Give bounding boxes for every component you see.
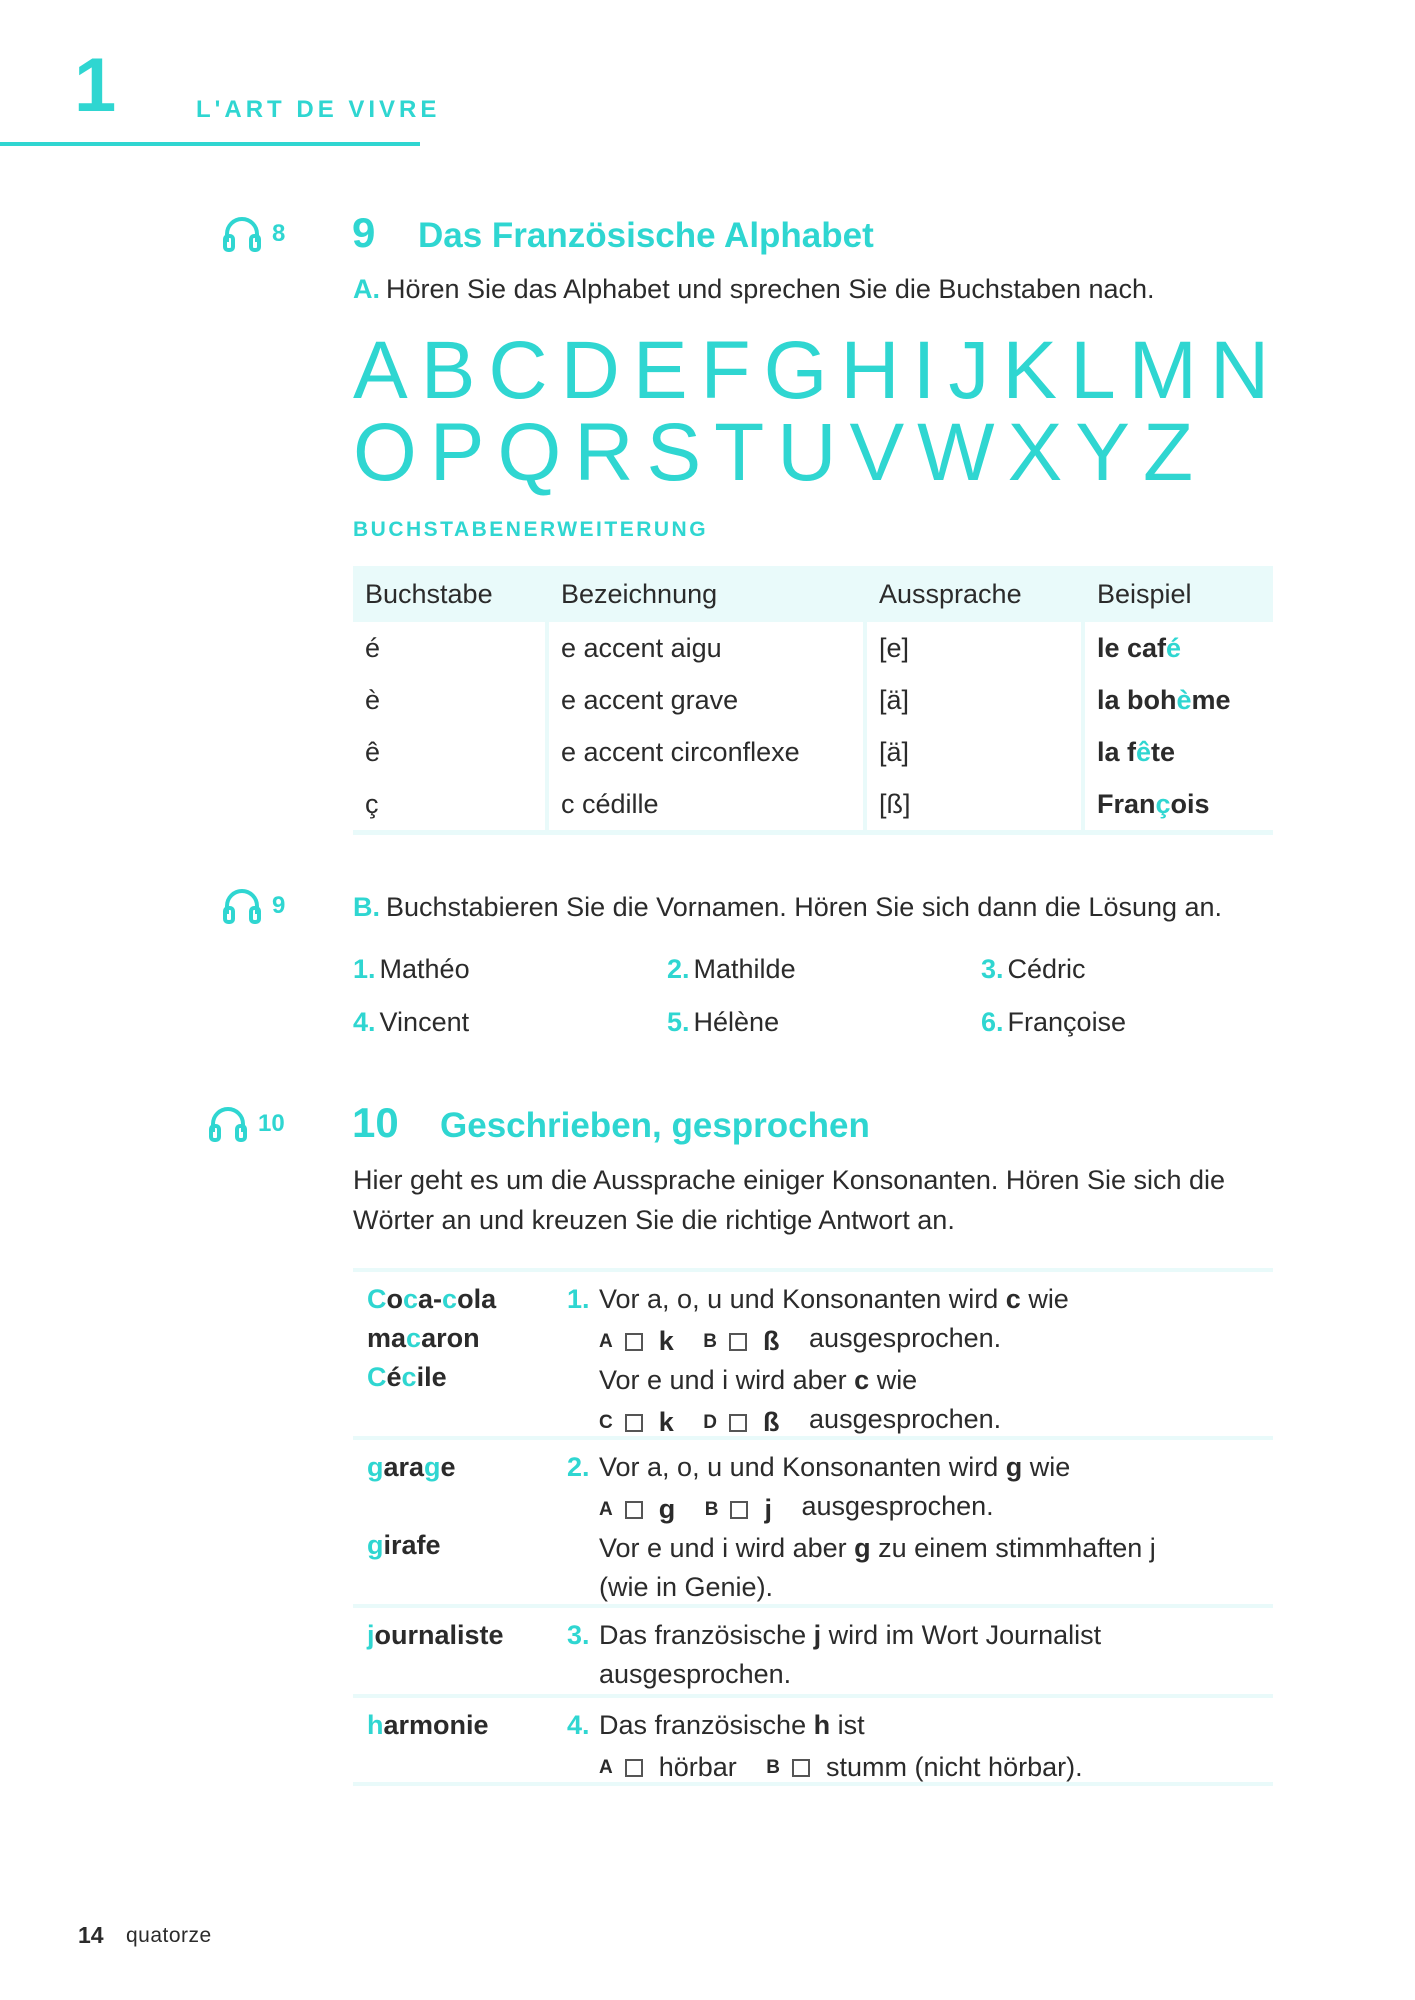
question-line: ausgesprochen. xyxy=(599,1659,792,1689)
word-journaliste: journaliste xyxy=(367,1620,504,1650)
list-item: 1. Mathéo xyxy=(353,954,470,984)
example-cell: la bohème xyxy=(1083,674,1273,726)
question-number: 3. xyxy=(567,1620,590,1650)
question-number: 1. xyxy=(567,1284,590,1314)
name-cell: e accent aigu xyxy=(547,622,865,674)
word-garage: garage xyxy=(367,1452,456,1482)
consonant-row-j xyxy=(353,1604,1273,1694)
alphabet-row-2: OPQRSTUVWXYZ xyxy=(353,407,1207,498)
question-line: Vor e und i wird aber g zu einem stimmhaften j xyxy=(599,1533,1156,1563)
pronunciation-cell: [e] xyxy=(865,622,1083,674)
alphabet-row-1: ABCDEFGHIJKLMN xyxy=(353,325,1283,416)
table-row xyxy=(353,674,1273,726)
answer-options: A k B ß ausgesprochen. xyxy=(599,1319,1069,1361)
question-line: Das französische h ist xyxy=(599,1710,865,1740)
example-cell: le café xyxy=(1083,622,1273,674)
question-line: Vor a, o, u und Konsonanten wird g wie xyxy=(599,1452,1071,1482)
list-item: 4. Vincent xyxy=(353,1007,470,1037)
audio-track-number: 9 xyxy=(272,892,286,919)
exercise-number: 10 xyxy=(352,1099,399,1146)
instruction-label: A. xyxy=(353,274,380,304)
table-row xyxy=(353,622,1273,674)
word-harmonie: harmonie xyxy=(367,1710,489,1740)
checkbox[interactable] xyxy=(729,1333,747,1351)
option-d[interactable]: D ß xyxy=(703,1407,780,1437)
table-header-row xyxy=(353,566,1273,622)
word-macaron: macaron xyxy=(367,1323,480,1353)
name-cell: e accent grave xyxy=(547,674,865,726)
word-girafe: girafe xyxy=(367,1530,441,1560)
option-a[interactable]: A g xyxy=(599,1494,676,1524)
consonant-row-c xyxy=(353,1268,1273,1436)
question-line: Vor a, o, u und Konsonanten wird c wie xyxy=(599,1284,1069,1314)
audio-track-number: 8 xyxy=(272,220,286,247)
column-header: Beispiel xyxy=(1083,566,1273,622)
list-item: 5. Hélène xyxy=(667,1007,780,1037)
audio-track-8[interactable] xyxy=(222,216,285,252)
pronunciation-cell: [ä] xyxy=(865,726,1083,778)
option-b[interactable]: B stumm (nicht hörbar). xyxy=(766,1752,1083,1782)
pronunciation-cell: [ß] xyxy=(865,778,1083,833)
audio-track-10[interactable] xyxy=(208,1106,285,1142)
instruction-text: Hören Sie das Alphabet und sprechen Sie die Buchstaben nach. xyxy=(386,274,1155,304)
audio-track-9[interactable] xyxy=(222,888,285,924)
exercise-intro: Hier geht es um die Aussprache einiger Konsonanten. Hören Sie sich die Wörter an und kreuzen Sie die richtige Antwort an. xyxy=(353,1165,1226,1235)
example-words xyxy=(367,1706,489,1745)
table-row xyxy=(353,778,1273,833)
question-3 xyxy=(567,1616,1102,1694)
list-item: 2. Mathilde xyxy=(667,954,796,984)
question-number: 2. xyxy=(567,1452,590,1482)
question-4 xyxy=(567,1706,1105,1787)
letter-cell: ê xyxy=(365,736,381,767)
exercise-title: Geschrieben, gesprochen xyxy=(440,1106,870,1145)
checkbox[interactable] xyxy=(730,1501,748,1519)
pronunciation-cell: [ä] xyxy=(865,674,1083,726)
question-line: (wie in Genie). xyxy=(599,1572,774,1602)
page-number: 14 xyxy=(78,1922,104,1948)
section-subheading: BUCHSTABENERWEITERUNG xyxy=(353,518,709,541)
column-header: Aussprache xyxy=(865,566,1083,622)
audio-track-number: 10 xyxy=(258,1110,285,1137)
letter-extension-table xyxy=(353,566,1273,835)
question-line: Vor e und i wird aber c wie xyxy=(599,1365,918,1395)
question-1 xyxy=(567,1280,1069,1442)
option-c[interactable]: C k xyxy=(599,1407,674,1437)
consonant-row-h xyxy=(353,1694,1273,1784)
instruction-label: B. xyxy=(353,892,380,922)
answer-options xyxy=(599,1745,1105,1787)
chapter-title: L'ART DE VIVRE xyxy=(196,96,441,123)
headphones-icon xyxy=(222,216,262,252)
exercise-title: Das Französische Alphabet xyxy=(418,216,874,255)
option-a[interactable]: A k xyxy=(599,1326,674,1356)
checkbox[interactable] xyxy=(625,1414,643,1432)
chapter-rule xyxy=(0,142,420,146)
page-number-word: quatorze xyxy=(126,1924,212,1947)
word-cecile: Cécile xyxy=(367,1362,447,1392)
name-cell: e accent circonflexe xyxy=(547,726,865,778)
instruction-b xyxy=(353,892,1222,923)
checkbox[interactable] xyxy=(625,1501,643,1519)
letter-cell: è xyxy=(365,684,381,715)
exercise-number: 9 xyxy=(352,209,376,256)
option-a[interactable]: A hörbar xyxy=(599,1752,737,1782)
example-words xyxy=(367,1448,456,1565)
example-words xyxy=(367,1280,496,1397)
name-cell: c cédille xyxy=(547,778,865,833)
consonant-row-g xyxy=(353,1436,1273,1604)
headphones-icon xyxy=(208,1106,248,1142)
checkbox[interactable] xyxy=(792,1759,810,1777)
table-bottom-rule xyxy=(353,1782,1273,1786)
column-header: Buchstabe xyxy=(353,566,547,622)
option-b[interactable]: B ß xyxy=(703,1326,780,1356)
headphones-icon xyxy=(222,888,262,924)
question-line: Das französische j wird im Wort Journalist xyxy=(599,1620,1102,1650)
first-names-list xyxy=(353,954,1281,1038)
letter-cell: ç xyxy=(353,778,547,833)
checkbox[interactable] xyxy=(729,1414,747,1432)
table-row xyxy=(353,726,1273,778)
example-words xyxy=(367,1616,504,1655)
answer-options: C k D ß ausgesprochen. xyxy=(599,1400,1069,1442)
instruction-a xyxy=(353,274,1155,305)
example-cell: la fête xyxy=(1083,726,1273,778)
question-2 xyxy=(567,1448,1156,1607)
list-item: 3. Cédric xyxy=(981,954,1086,984)
chapter-number: 1 xyxy=(74,43,117,128)
question-number: 4. xyxy=(567,1710,590,1740)
checkbox[interactable] xyxy=(625,1333,643,1351)
list-item: 6. Françoise xyxy=(981,1007,1127,1037)
example-cell: François xyxy=(1083,778,1273,833)
word-coca-cola: Coca-cola xyxy=(367,1284,497,1314)
instruction-text: Buchstabieren Sie die Vornamen. Hören Sie sich dann die Lösung an. xyxy=(386,892,1223,922)
column-header: Bezeichnung xyxy=(547,566,865,622)
letter-cell: é xyxy=(365,632,381,663)
option-b[interactable]: B j xyxy=(704,1494,772,1524)
checkbox[interactable] xyxy=(625,1759,643,1777)
answer-options: A g B j ausgesprochen. xyxy=(599,1487,1156,1529)
